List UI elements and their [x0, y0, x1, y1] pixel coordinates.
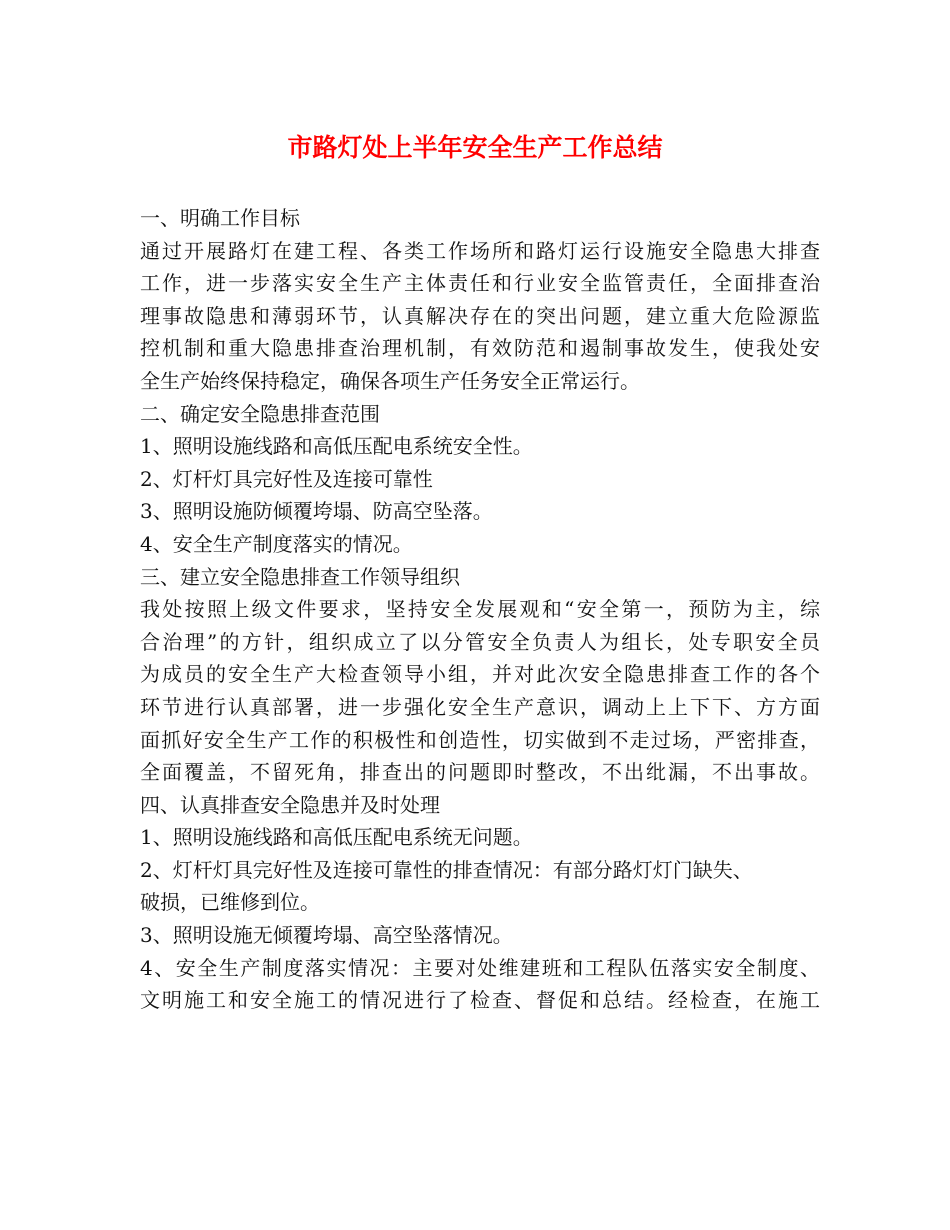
body-line: 合治理”的方针，组织成立了以分管安全负责人为组长，处专职安全员: [140, 629, 820, 654]
body-line: 2、灯杆灯具完好性及连接可靠性的排查情况：有部分路灯灯门缺失、: [140, 857, 753, 882]
body-line: 三、建立安全隐患排查工作领导组织: [140, 564, 460, 589]
body-line: 一、明确工作目标: [140, 206, 300, 230]
body-line: 为成员的安全生产大检查领导小组，并对此次安全隐患排查工作的各个: [140, 662, 820, 687]
body-line: 文明施工和安全施工的情况进行了检查、督促和总结。经检查，在施工: [140, 988, 820, 1013]
body-line: 全面覆盖，不留死角，排查出的问题即时整改，不出纰漏，不出事故。: [140, 760, 820, 785]
body-line: 控机制和重大隐患排查治理机制，有效防范和遏制事故发生，使我处安: [140, 336, 820, 361]
body-line: 4、安全生产制度落实情况：主要对处维建班和工程队伍落实安全制度、: [140, 955, 820, 980]
body-line: 破损，已维修到位。: [140, 890, 320, 915]
body-line: 4、安全生产制度落实的情况。: [140, 531, 413, 556]
body-line: 1、照明设施线路和高低压配电系统无问题。: [140, 825, 533, 850]
body-line: 二、确定安全隐患排查范围: [140, 401, 380, 426]
body-line: 理事故隐患和薄弱环节，认真解决存在的突出问题，建立重大危险源监: [140, 303, 820, 328]
body-line: 3、照明设施防倾覆垮塌、防高空坠落。: [140, 499, 493, 524]
body-line: 3、照明设施无倾覆垮塌、高空坠落情况。: [140, 923, 513, 948]
body-line: 2、灯杆灯具完好性及连接可靠性: [140, 466, 433, 491]
body-line: 1、照明设施线路和高低压配电系统安全性。: [140, 434, 533, 459]
body-line: 环节进行认真部署，进一步强化安全生产意识，调动上上下下、方方面: [140, 694, 820, 719]
document-body: [140, 202, 820, 1017]
body-line: 通过开展路灯在建工程、各类工作场所和路灯运行设施安全隐患大排查: [140, 238, 820, 263]
body-line: 四、认真排查安全隐患并及时处理: [140, 792, 440, 817]
body-line: 我处按照上级文件要求，坚持安全发展观和“安全第一，预防为主，综: [140, 597, 820, 622]
body-line: 全生产始终保持稳定，确保各项生产任务安全正常运行。: [140, 368, 640, 393]
document-title: 市路灯处上半年安全生产工作总结: [287, 133, 663, 162]
body-line: 面抓好安全生产工作的积极性和创造性，切实做到不走过场，严密排查，: [140, 727, 820, 752]
body-line: 工作，进一步落实安全生产主体责任和行业安全监管责任，全面排查治: [140, 271, 820, 296]
